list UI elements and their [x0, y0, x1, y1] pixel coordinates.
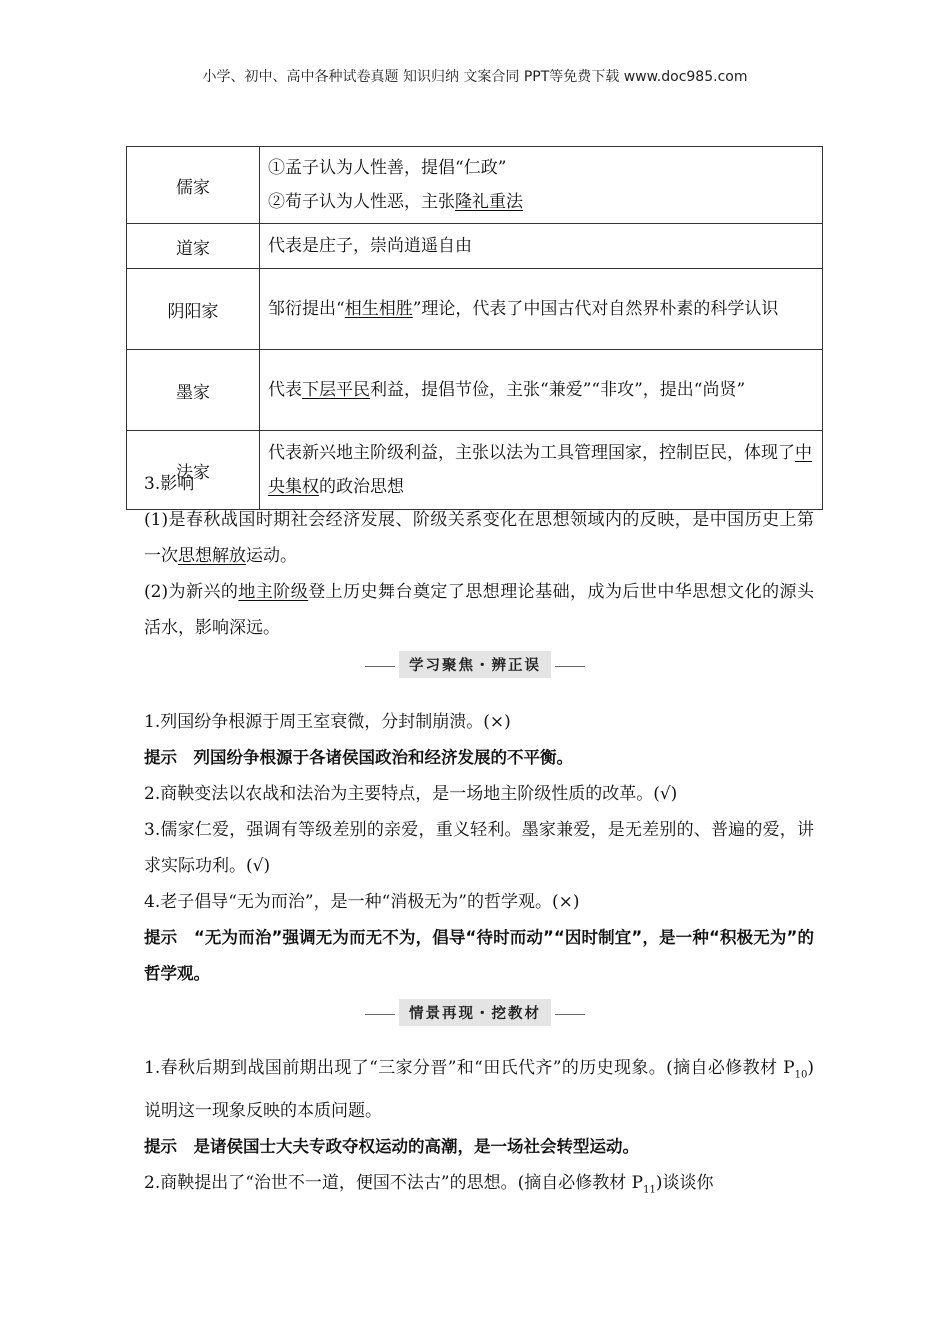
school-desc: 代表是庄子，崇尚逍遥自由 [260, 224, 823, 269]
header-watermark: 小学、初中、高中各种试卷真题 知识归纳 文案合同 PPT等免费下载 www.doc985.com [202, 69, 748, 85]
school-desc: 代表下层平民利益，提倡节俭，主张“兼爱”“非攻”，提出“尚贤” [260, 350, 823, 431]
paragraph: (2)为新兴的地主阶级登上历史舞台奠定了思想理论基础，成为后世中华思想文化的源头活水，影响深远。 [144, 582, 814, 638]
question: 2.商鞅提出了“治世不一道，便国不法古”的思想。(摘自必修教材 $P_{11}$)谈谈你 [144, 1173, 714, 1196]
underlined-term: 中央集权 [268, 443, 812, 497]
desc-line: ②荀子认为人性恶，主张隆礼重法 [268, 192, 523, 212]
school-name: 墨家 [127, 350, 260, 431]
underlined-term: 地主阶级 [238, 582, 309, 602]
question: 1.春秋后期到战国前期出现了“三家分晋”和“田氏代齐”的历史现象。(摘自必修教材 $P_{10}$)说明这一现象反映的本质问题。 [144, 1058, 814, 1122]
school-name: 法家 [127, 431, 260, 510]
question: 3.儒家仁爱，强调有等级差别的亲爱，重义轻利。墨家兼爱，是无差别的、普遍的爱，讲求实际功利。(√) [144, 820, 814, 876]
school-desc: 邹衍提出“相生相胜”理论，代表了中国古代对自然界朴素的科学认识 [260, 269, 823, 350]
section-banner-textbook: 情景再现・挖教材 [0, 999, 950, 1026]
table-row [127, 269, 823, 350]
question: 1.列国纷争根源于周王室衰微，分封制崩溃。(×) [144, 712, 511, 732]
underlined-term: 隆礼重法 [455, 192, 523, 212]
section-heading: 3.影响 [144, 474, 195, 494]
table-row [127, 224, 823, 269]
underlined-term: 相生相胜 [344, 299, 413, 319]
school-desc [260, 147, 823, 224]
schools-table [126, 146, 823, 510]
underlined-term: 下层平民 [302, 380, 370, 400]
influence-section [144, 466, 814, 646]
question: 4.老子倡导“无为而治”，是一种“消极无为”的哲学观。(×) [144, 892, 580, 912]
hint: 提示 是诸侯国士大夫专政夺权运动的高潮，是一场社会转型运动。 [144, 1137, 639, 1157]
underlined-term: 思想解放 [178, 546, 246, 566]
school-name: 阴阳家 [127, 269, 260, 350]
textbook-section [144, 1050, 814, 1209]
table-row [127, 350, 823, 431]
school-name: 儒家 [127, 147, 260, 224]
question: 2.商鞅变法以农战和法治为主要特点，是一场地主阶级性质的改革。(√) [144, 784, 678, 804]
school-name: 道家 [127, 224, 260, 269]
hint: 提示 “无为而治”强调无为而无不为，倡导“待时而动”“因时制宜”，是一种“积极无为”的哲学观。 [144, 928, 814, 983]
table-row [127, 147, 823, 224]
hint: 提示 列国纷争根源于各诸侯国政治和经济发展的不平衡。 [144, 748, 573, 767]
study-section [144, 704, 814, 992]
desc-line: ①孟子认为人性善，提倡“仁政” [268, 158, 507, 178]
school-desc: 代表新兴地主阶级利益，主张以法为工具管理国家，控制臣民，体现了中央集权的政治思想 [260, 431, 823, 510]
section-banner-study: 学习聚焦・辨正误 [0, 651, 950, 678]
paragraph: (1)是春秋战国时期社会经济发展、阶级关系变化在思想领域内的反映，是中国历史上第一次思想解放运动。 [144, 510, 814, 566]
